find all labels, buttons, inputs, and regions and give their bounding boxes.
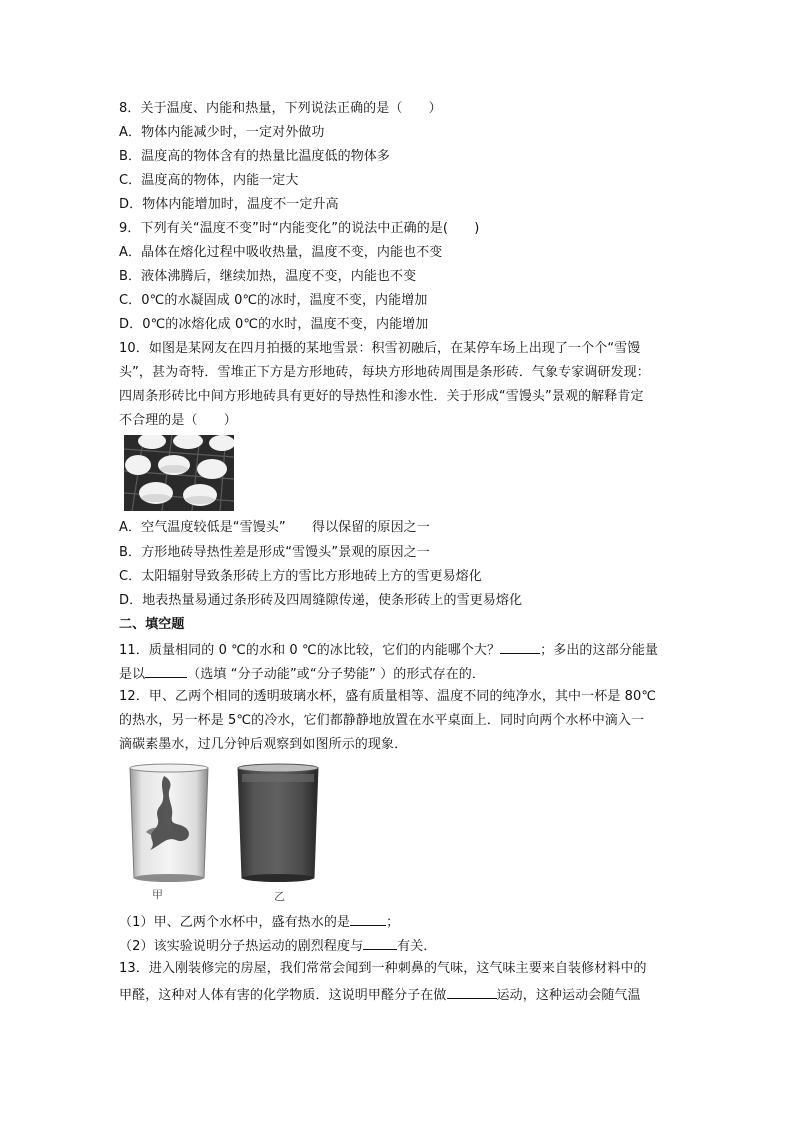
q13-text-a: 甲醛，这种对人体有害的化学物质．这说明甲醛分子在做 xyxy=(119,988,447,1003)
q12-blank-2[interactable] xyxy=(363,937,397,950)
q11-blank-2[interactable] xyxy=(145,665,187,678)
q11-blank-1[interactable] xyxy=(500,641,540,654)
q11-line-1 xyxy=(119,641,658,659)
q11-text-2: ；多出的这部分能量 xyxy=(540,643,659,658)
q12-sub-1-text-b: ； xyxy=(386,915,400,930)
q12-sub-2-text-b: 有关． xyxy=(397,939,437,954)
label-jia: 甲 xyxy=(152,888,163,901)
q8-option-c: C．温度高的物体，内能一定大 xyxy=(119,173,299,188)
q8-stem: 8．关于温度、内能和热量，下列说法正确的是（ ） xyxy=(119,101,442,116)
q8-option-a: A．物体内能减少时，一定对外做功 xyxy=(119,125,325,140)
q12-sub-1-text-a: （1）甲、乙两个水杯中，盛有热水的是 xyxy=(119,915,351,930)
ink-diffusion-figure xyxy=(124,762,324,904)
q11-text-1: 11．质量相同的 0 ℃的水和 0 ℃的冰比较，它们的内能哪个大？ xyxy=(119,643,501,658)
q9-option-b: B．液体沸腾后，继续加热，温度不变，内能也不变 xyxy=(119,269,417,284)
q13-text-b: 运动，这种运动会随气温 xyxy=(496,988,641,1003)
q11-line-2 xyxy=(119,665,485,683)
q10-option-d: D．地表热量易通过条形砖及四周缝隙传递，使条形砖上的雪更易熔化 xyxy=(119,593,523,608)
snow-mound-photo xyxy=(124,435,234,511)
q12-stem-line-2: 的热水，另一杯是 5℃的冷水，它们都静静地放置在水平桌面上．同时向两个水杯中滴入一 xyxy=(119,713,645,728)
q9-option-c: C．0℃的水凝固成 0℃的冰时，温度不变，内能增加 xyxy=(119,293,428,308)
q12-blank-1[interactable] xyxy=(350,913,386,926)
q10-option-c: C．太阳辐射导致条形砖上方的雪比方形地砖上方的雪更易熔化 xyxy=(119,569,482,584)
q10-stem-line-3: 四周条形砖比中间方形地砖具有更好的导热性和渗水性．关于形成“雪馒头”景观的解释肯定 xyxy=(119,389,644,404)
q12-sub-1 xyxy=(119,913,399,931)
q10-stem-line-1: 10．如图是某网友在四月拍摄的某地雪景：积雪初融后，在某停车场上出现了一个个“雪馒 xyxy=(119,341,641,356)
q9-option-d: D．0℃的冰熔化成 0℃的水时，温度不变，内能增加 xyxy=(119,317,429,332)
q13-blank-1[interactable] xyxy=(447,986,497,999)
q13-line-2 xyxy=(119,986,641,1004)
q10-stem-line-4: 不合理的是（ ） xyxy=(119,413,237,428)
q10-option-b: B．方形地砖导热性差是形成“雪馒头”景观的原因之一 xyxy=(119,545,430,560)
q12-stem-line-3: 滴碳素墨水，过几分钟后观察到如图所示的现象． xyxy=(119,737,408,752)
q12-sub-2 xyxy=(119,937,436,955)
q8-option-b: B．温度高的物体含有的热量比温度低的物体多 xyxy=(119,149,391,164)
q11-text-4: （选填 “分子动能”或“分子势能” ）的形式存在的． xyxy=(187,667,486,682)
label-yi: 乙 xyxy=(274,890,285,903)
q9-option-a: A．晶体在熔化过程中吸收热量，温度不变，内能也不变 xyxy=(119,245,443,260)
q13-line-1: 13．进入刚装修完的房屋，我们常常会闻到一种刺鼻的气味，这气味主要来自装修材料中的 xyxy=(119,961,647,976)
q8-option-d: D．物体内能增加时，温度不一定升高 xyxy=(119,197,339,212)
q11-text-3: 是以 xyxy=(119,667,146,682)
q10-stem-line-2: 头”，甚为奇特．雪堆正下方是方形地砖，每块方形地砖周围是条形砖．气象专家调研发现： xyxy=(119,365,650,380)
section-title: 二、填空题 xyxy=(119,617,185,632)
q12-sub-2-text-a: （2）该实验说明分子热运动的剧烈程度与 xyxy=(119,939,364,954)
q9-stem: 9．下列有关“温度不变”时“内能变化”的说法中正确的是( ) xyxy=(119,221,480,236)
q10-option-a: A．空气温度较低是“雪馒头” 得以保留的原因之一 xyxy=(119,520,430,535)
q12-stem-line-1: 12．甲、乙两个相同的透明玻璃水杯，盛有质量相等、温度不同的纯净水，其中一杯是 80℃ xyxy=(119,689,657,704)
